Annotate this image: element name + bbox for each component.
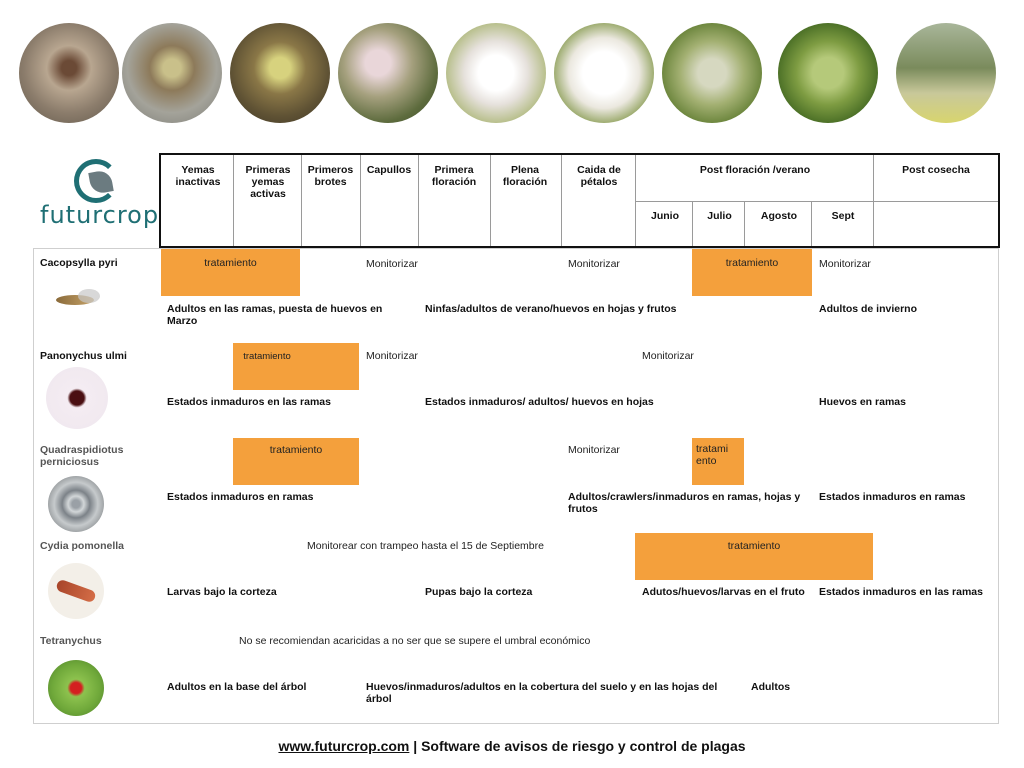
header-divider	[418, 155, 419, 246]
pest-row-tetranychus	[33, 628, 999, 724]
stage-description: Pupas bajo la corteza	[425, 586, 533, 598]
photo-fruit-growth	[778, 23, 878, 123]
header-divider	[635, 201, 998, 202]
header-divider	[360, 155, 361, 246]
photo-first-bloom	[446, 23, 546, 123]
stage-description: Huevos en ramas	[819, 396, 906, 408]
stage-header-plena-floracion: Plena floración	[502, 164, 548, 188]
logo-text: futurcrop	[40, 201, 160, 229]
pest-name: Cacopsylla pyri	[40, 257, 118, 269]
stage-description: Estados inmaduros en las ramas	[167, 396, 331, 408]
pest-photo-psyllid	[48, 279, 108, 319]
photo-full-bloom	[554, 23, 654, 123]
header-divider	[692, 201, 693, 246]
photo-petal-fall	[662, 23, 762, 123]
treatment-label: tratamiento	[725, 257, 779, 269]
photo-flower-buds	[338, 23, 438, 123]
stage-header-post-floracion: Post floración /verano	[699, 164, 811, 176]
header-divider	[490, 155, 491, 246]
stage-description: Adultos en la base del árbol	[167, 681, 307, 693]
stage-header-yemas-inactivas: Yemas inactivas	[175, 164, 221, 188]
treatment-label: tratamiento	[727, 540, 781, 552]
month-julio: Julio	[707, 210, 732, 222]
pest-row-panonychus	[33, 343, 999, 439]
stage-header-primeras-yemas: Primeras yemas activas	[245, 164, 291, 200]
month-agosto: Agosto	[760, 210, 798, 222]
stage-description: Adutos/huevos/larvas en el fruto	[642, 586, 805, 598]
footer-tagline: | Software de avisos de riesgo y control de plagas	[409, 738, 746, 754]
header-divider	[744, 201, 745, 246]
pest-photo-spider-mite	[48, 660, 104, 716]
pest-name: Panonychus ulmi	[40, 350, 127, 362]
stage-description: Adultos en las ramas, puesta de huevos en Marzo	[167, 303, 383, 327]
photo-first-shoots	[230, 23, 330, 123]
pest-row-cydia	[33, 533, 999, 629]
pest-photo-red-mite	[46, 367, 108, 429]
treatment-label: tratamiento	[204, 257, 257, 269]
pest-name: Tetranychus	[40, 635, 102, 647]
footer-link[interactable]: www.futurcrop.com	[278, 738, 410, 754]
pest-photo-larva	[48, 563, 104, 619]
header-divider	[561, 155, 562, 246]
futurcrop-logo[interactable]	[36, 157, 160, 237]
stage-header-table	[159, 153, 1000, 248]
stage-description: Huevos/inmaduros/adultos en la cobertura del suelo y en las hojas del árbol	[366, 681, 718, 705]
header-divider	[301, 155, 302, 246]
stage-header-primera-floracion: Primera floración	[431, 164, 477, 188]
treatment-label: tratamiento	[269, 444, 323, 456]
pest-row-cacopsylla	[33, 248, 999, 344]
advisory-note: No se recomiendan acaricidas a no ser que se supere el umbral económico	[239, 635, 591, 647]
monitor-label: Monitorizar	[568, 444, 620, 456]
header-divider	[233, 155, 234, 246]
stage-header-primeros-brotes: Primeros brotes	[307, 164, 354, 188]
photo-harvest	[896, 23, 996, 123]
pest-row-quadraspidiotus	[33, 438, 999, 534]
stage-description: Ninfas/adultos de verano/huevos en hojas y frutos	[425, 303, 677, 315]
monitor-label: Monitorizar	[366, 350, 418, 362]
header-divider	[811, 201, 812, 246]
monitor-label: Monitorizar	[642, 350, 694, 362]
monitor-label: Monitorizar	[819, 258, 871, 270]
stage-header-capullos: Capullos	[366, 164, 412, 176]
photo-dormant-bud	[19, 23, 119, 123]
month-sept: Sept	[831, 210, 855, 222]
stage-description: Adultos de invierno	[819, 303, 918, 315]
pest-name: Quadraspidiotus perniciosus	[40, 444, 124, 468]
stage-header-caida-petalos: Caida de pétalos	[577, 164, 621, 188]
stage-header-post-cosecha: Post cosecha	[902, 164, 970, 176]
photo-bud-swelling	[122, 23, 222, 123]
monitor-label: Monitorizar	[366, 258, 418, 270]
monitor-label: Monitorizar	[568, 258, 620, 270]
monitor-label: Monitorear con trampeo hasta el 15 de Septiembre	[307, 540, 544, 552]
stage-description: Larvas bajo la corteza	[167, 586, 277, 598]
stage-description: Estados inmaduros en ramas	[167, 491, 314, 503]
footer	[0, 738, 1024, 754]
stage-description: Adultos	[751, 681, 791, 693]
pest-photo-scale	[48, 476, 104, 532]
stage-description: Estados inmaduros en ramas	[819, 491, 966, 503]
month-junio: Junio	[651, 210, 679, 222]
stage-description: Estados inmaduros en las ramas	[819, 586, 983, 598]
stage-description: Adultos/crawlers/inmaduros en ramas, hojas y frutos	[568, 491, 801, 515]
treatment-label: tratamiento	[696, 443, 729, 467]
stage-description: Estados inmaduros/ adultos/ huevos en hojas	[425, 396, 654, 408]
pest-name: Cydia pomonella	[40, 540, 125, 552]
treatment-label: tratamiento	[243, 351, 291, 362]
